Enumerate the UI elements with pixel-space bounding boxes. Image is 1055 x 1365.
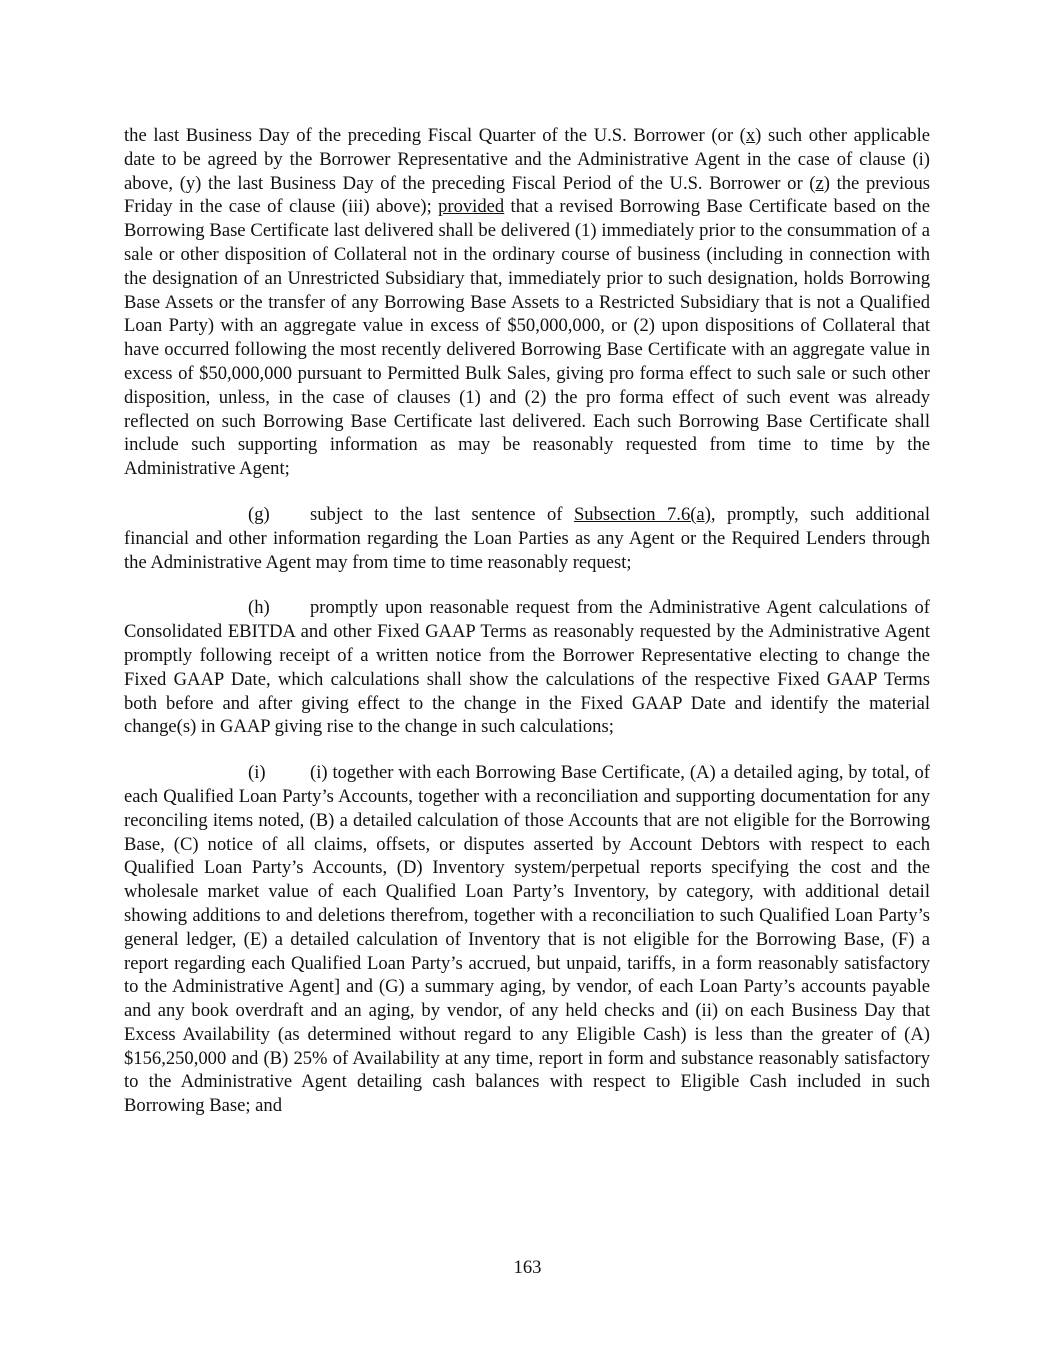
- paragraph-continued: [124, 124, 930, 481]
- para1-text-1: the last Business Day of the preceding Fiscal Quarter of the U.S. Borrower (or (: [124, 125, 746, 146]
- paragraph-g: [124, 503, 930, 574]
- clause-number-i: (i): [248, 762, 266, 784]
- para1-text-4: that a revised Borrowing Base Certificate based on the Borrowing Base Certificate last delivered shall be delivered (1) immediately prior to the consummation of a sale or other disposition of Collateral not in the ordinary course of business (including in connection with the designation of an Unrestricted Subsidiary that, immediately prior to such designation, holds Borrowing Base Assets or the transfer of any Borrowing Base Assets to a Restricted Subsidiary that is not a Qualified Loan Party) with an aggregate value in excess of $50,000,000, or (2) upon dispositions of Collateral that have occurred following the most recently delivered Borrowing Base Certificate with an aggregate value in excess of $50,000,000 pursuant to Permitted Bulk Sales, giving pro forma effect to such sale or such other disposition, unless, in the case of clauses (1) and (2) the pro forma effect of such event was already reflected on such Borrowing Base Certificate last delivered. Each such Borrowing Base Certificate shall include such supporting information as may be reasonably requested from time to time by the Administrative Agent;: [124, 196, 930, 480]
- para-g-text-1: subject to the last sentence of: [310, 503, 574, 525]
- para1-text-3: ) the previous Friday in the case of clause (iii) above);: [124, 172, 930, 218]
- para-g-text-2: , promptly, such additional financial and other information regarding the Loan Parties as any Agent or the Required Lenders through the Administrative Agent may from time to time reasonably request;: [124, 503, 930, 573]
- clause-number-h: (h): [248, 597, 270, 619]
- document-page: [124, 124, 930, 1118]
- para-h-text: promptly upon reasonable request from the Administrative Agent calculations of Consolidated EBITDA and other Fixed GAAP Terms as reasonably requested by the Administrative Agent promptly following receipt of a written notice from the Borrower Representative electing to change the Fixed GAAP Date, which calculations shall show the calculations of the respective Fixed GAAP Terms both before and after giving effect to the change in the Fixed GAAP Date and identify the material change(s) in GAAP giving rise to the change in such calculations;: [124, 597, 930, 738]
- subsection-reference: Subsection 7.6(a): [573, 503, 711, 525]
- clause-z-underlined: z: [815, 172, 824, 194]
- provided-underlined: provided: [438, 196, 505, 218]
- para1-text-2: ) such other applicable date to be agreed by the Borrower Representative and the Administrative Agent in the case of clause (i) above, (y) the last Business Day of the preceding Fiscal Period of the U.S. Borrower or (: [124, 125, 931, 194]
- paragraph-h: [124, 596, 930, 739]
- para-i-text: (i) together with each Borrowing Base Certificate, (A) a detailed aging, by total, of each Qualified Loan Party’s Accounts, together with a reconciliation and supporting documentation for any reconciling items noted, (B) a detailed calculation of those Accounts that are not eligible for the Borrowing Base, (C) notice of all claims, offsets, or disputes asserted by Account Debtors with respect to each Qualified Loan Party’s Accounts, (D) Inventory system/perpetual reports specifying the cost and the wholesale market value of each Qualified Loan Party’s Inventory, by category, with additional detail showing additions to and deletions therefrom, together with a reconciliation to such Qualified Loan Party’s general ledger, (E) a detailed calculation of Inventory that is not eligible for the Borrowing Base, (F) a report regarding each Qualified Loan Party’s accrued, but unpaid, tariffs, in a form reasonably satisfactory to the Administrative Agent] and (G) a summary aging, by vendor, of each Loan Party’s accounts payable and any book overdraft and an aging, by vendor, of any held checks and (ii) on each Business Day that Excess Availability (as determined without regard to any Eligible Cash) is less than the greater of (A) $156,250,000 and (B) 25% of Availability at any time, report in form and substance reasonably satisfactory to the Administrative Agent detailing cash balances with respect to Eligible Cash included in such Borrowing Base; and: [124, 762, 930, 1117]
- paragraph-i: [124, 761, 930, 1118]
- page-number: 163: [513, 1257, 542, 1278]
- clause-number-g: (g): [248, 503, 270, 525]
- clause-x-underlined: x: [745, 125, 756, 146]
